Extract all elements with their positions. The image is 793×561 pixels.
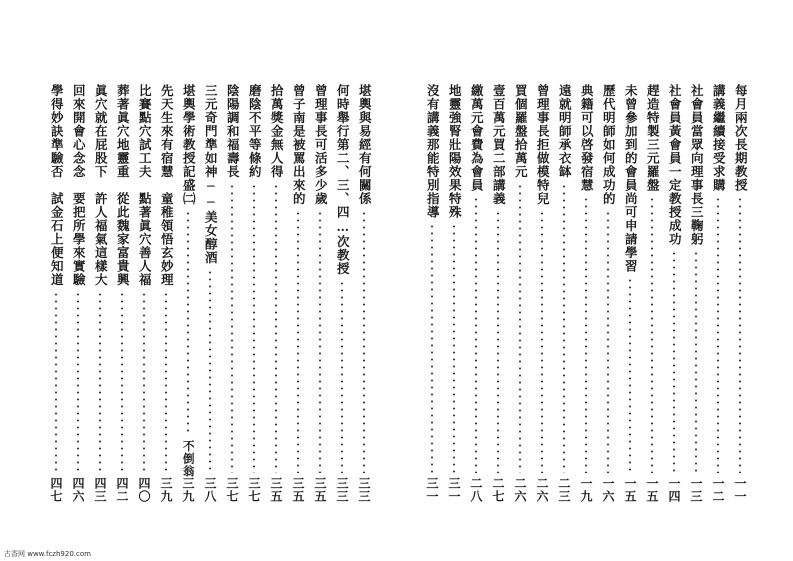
toc-entry-page: 一五 xyxy=(623,477,637,503)
dot-leader xyxy=(651,196,653,473)
toc-entry-title: 典籍可以啓發宿慧 xyxy=(579,84,595,192)
dot-leader xyxy=(253,183,255,474)
dot-leader xyxy=(165,291,167,474)
dot-leader xyxy=(275,183,277,474)
toc-entry xyxy=(729,84,751,503)
toc-entry-title: 回來開會心念念 要把所學來實驗 xyxy=(71,84,87,287)
toc-entry xyxy=(707,84,729,503)
toc-entry-title: 拾萬獎金無人得 xyxy=(269,84,285,179)
dot-leader xyxy=(121,291,123,474)
toc-entry-page: 四三 xyxy=(93,477,107,503)
toc-entry-title: 陰陽調和福壽長 xyxy=(225,84,241,179)
dot-leader xyxy=(497,210,499,474)
dot-leader xyxy=(99,291,101,474)
toc-entry-title: 社會員黃會員一定教授成功 xyxy=(667,84,683,246)
toc-entry-page: 三七 xyxy=(247,477,261,503)
dot-leader xyxy=(187,210,189,434)
toc-entry-title: 何時舉行第二、三、四…次教授 xyxy=(335,84,351,276)
toc-entry-title: 買個羅盤拾萬元 xyxy=(513,84,529,179)
toc-entry-title: 沒有講義那能特別指導 xyxy=(425,84,441,219)
toc-entry xyxy=(597,84,619,503)
dot-leader xyxy=(739,196,741,473)
toc-entry xyxy=(641,84,663,503)
toc-entry-title: 每月兩次長期教授 xyxy=(733,84,749,192)
toc-entry xyxy=(619,84,641,503)
toc-entry xyxy=(421,84,443,503)
toc-entry-title: 曾子南是被罵出來的 xyxy=(291,84,307,206)
toc-entry-page: 二六 xyxy=(535,477,549,503)
toc-entry xyxy=(331,84,353,503)
dot-leader xyxy=(453,223,455,473)
dot-leader xyxy=(717,196,719,473)
toc-entry-page: 一九 xyxy=(579,477,593,503)
dot-leader xyxy=(297,210,299,474)
watermark-footer: 古香网 www.fczh920.com xyxy=(4,550,91,558)
toc-entry-title: 地靈強腎壯陽效果特殊 xyxy=(447,84,463,219)
toc-entry xyxy=(265,84,287,503)
dot-leader xyxy=(319,210,321,474)
toc-entry-title: 磨陰不平等條約 xyxy=(247,84,263,179)
dot-leader xyxy=(77,291,79,474)
toc-entry-page: 二八 xyxy=(469,477,483,503)
dot-leader xyxy=(431,223,433,473)
toc-entry-page: 一一 xyxy=(733,477,747,503)
dot-leader xyxy=(363,210,365,474)
toc-entry-title: 學得妙訣準驗否 試金石上便知道 xyxy=(49,84,65,287)
toc-entry-title: 堪輿與易經有何關係 xyxy=(357,84,373,206)
dot-leader xyxy=(563,183,565,474)
toc-entry xyxy=(243,84,265,503)
toc-entry-page: 一三 xyxy=(689,477,703,503)
toc-entry xyxy=(353,84,375,503)
toc-entry-page: 一五 xyxy=(645,477,659,503)
toc-entry xyxy=(287,84,309,503)
toc-entry-page: 四〇 xyxy=(137,477,151,503)
toc-entry-page: 三五 xyxy=(291,477,305,503)
toc-entry-title: 比賽點穴試工夫 點著眞穴善人福 xyxy=(137,84,153,287)
toc-entry-page: 三九 xyxy=(159,477,173,503)
toc-entry-title: 三元奇門準如神──美女醇酒 xyxy=(203,84,219,265)
toc-entry xyxy=(155,84,177,503)
toc-entry xyxy=(45,84,67,503)
dot-leader xyxy=(341,280,343,474)
toc-entry-page: 一四 xyxy=(667,477,681,503)
toc-entry-page: 二三 xyxy=(557,477,571,503)
toc-entry xyxy=(89,84,111,503)
toc-entry xyxy=(553,84,575,503)
dot-leader xyxy=(541,210,543,474)
toc-entry xyxy=(509,84,531,503)
toc-entry-title: 曾理事長拒做模特兒 xyxy=(535,84,551,206)
toc-entry xyxy=(199,84,221,503)
toc-entry xyxy=(221,84,243,503)
toc-entry xyxy=(465,84,487,503)
dot-leader xyxy=(143,291,145,474)
toc-entry-page: 三八 xyxy=(203,477,217,503)
toc-entry xyxy=(685,84,707,503)
toc-entry-page: 三九 xyxy=(181,477,195,503)
toc-entry-page: 三一 xyxy=(425,477,439,503)
dot-leader xyxy=(629,277,631,473)
toc-entry-page: 三三 xyxy=(357,477,371,503)
toc-entry-title: 壹百萬元買二部講義 xyxy=(491,84,507,206)
dot-leader xyxy=(209,269,211,474)
toc-entry-page: 二六 xyxy=(513,477,527,503)
toc-entry-title: 講義繼續接受求購 xyxy=(711,84,727,192)
dot-leader xyxy=(231,183,233,474)
dot-leader xyxy=(695,250,697,473)
toc-entry-title: 先天生來有宿慧 童稚領悟玄妙理 xyxy=(159,84,175,287)
toc-entry-page: 三五 xyxy=(269,477,283,503)
toc-entry-page: 三三 xyxy=(335,477,349,503)
toc-entry xyxy=(67,84,89,503)
toc-entry-page: 一二 xyxy=(711,477,725,503)
toc-entry xyxy=(575,84,597,503)
toc-entry-title: 趕造特製三元羅盤 xyxy=(645,84,661,192)
toc-entry-title: 歷代明師如何成功的 xyxy=(601,84,617,206)
toc-entry xyxy=(177,84,199,503)
toc-entry-page: 四六 xyxy=(71,477,85,503)
toc-left-page xyxy=(45,84,375,503)
toc-entry-title: 遠就明師承衣缽 xyxy=(557,84,573,179)
toc-entry-page: 三七 xyxy=(225,477,239,503)
toc-entry-page: 四七 xyxy=(49,477,63,503)
dot-leader xyxy=(585,196,587,473)
toc-entry xyxy=(487,84,509,503)
toc-entry-title: 曾理事長可活多少歲 xyxy=(313,84,329,206)
toc-entry-title: 未曾參加到的會員尚可申請學習 xyxy=(623,84,639,273)
toc-entry xyxy=(443,84,465,503)
dot-leader xyxy=(519,183,521,474)
toc-entry-page: 一六 xyxy=(601,477,615,503)
toc-entry xyxy=(111,84,133,503)
toc-entry-author: 不倒翁 xyxy=(181,439,196,477)
toc-entry-title: 堪輿學術教授記盛㈡ xyxy=(181,84,197,206)
dot-leader xyxy=(55,291,57,474)
toc-entry xyxy=(531,84,553,503)
toc-right-page xyxy=(421,84,751,503)
dot-leader xyxy=(475,196,477,473)
toc-entry-title: 繳萬元會費為會員 xyxy=(469,84,485,192)
toc-entry xyxy=(133,84,155,503)
toc-entry xyxy=(309,84,331,503)
toc-entry-page: 三五 xyxy=(313,477,327,503)
toc-entry-page: 三一 xyxy=(447,477,461,503)
toc-entry-page: 四二 xyxy=(115,477,129,503)
toc-entry-title: 眞穴就在屁股下 許人福氣這樣大 xyxy=(93,84,109,287)
dot-leader xyxy=(673,250,675,473)
toc-entry xyxy=(663,84,685,503)
toc-entry-title: 社會員當眾向理事長三鞠躬 xyxy=(689,84,705,246)
dot-leader xyxy=(607,210,609,474)
toc-entry-title: 葬著眞穴地靈重 從此魏家富貴興 xyxy=(115,84,131,287)
toc-entry-page: 二七 xyxy=(491,477,505,503)
